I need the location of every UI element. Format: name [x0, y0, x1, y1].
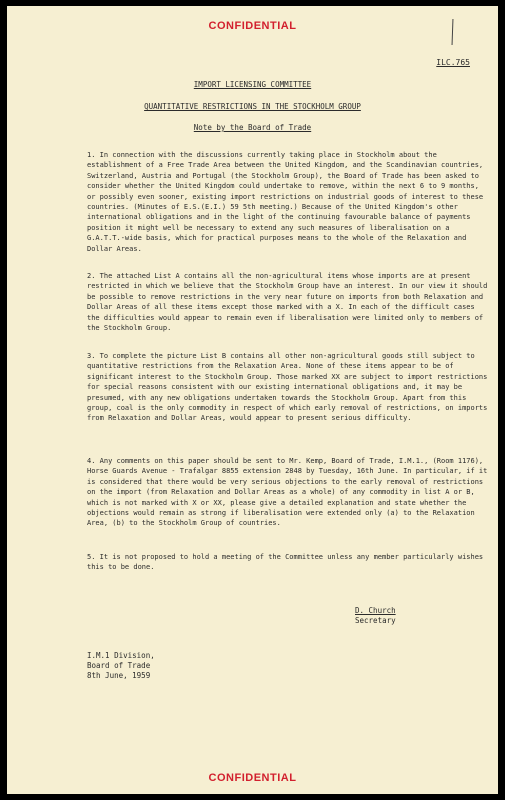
confidential-stamp-bottom: CONFIDENTIAL — [208, 772, 297, 784]
document-date: 8th June, 1959 — [87, 671, 151, 680]
signatory-name: D. Church — [355, 606, 396, 615]
paragraph-1: 1. In connection with the discussions currently taking place in Stockholm about the establishment of a Free Trade Area between the United Kingdom, and the Scandinavian countries, Switzerland, Austria and Portugal (the Stockholm Group), the Board of Trade has been asked to consider whether the United Kingdom could undertake to remove, within the next 6 to 9 months, or possibly even sooner, existing import restrictions on industrial goods of interest to these countries. (Minutes of E.S.(E.I.) 59 5th meeting.) Because of the United Kingdom's other international obligations and in the light of the continuing favourable balance of payments position it might well be necessary to extend any such measures of liberalisation on a G.A.T.T.-wide basis, which for practical purposes means to the whole of the Relaxation and Dollar Areas. — [87, 151, 484, 253]
address-line-department: Board of Trade — [87, 661, 151, 670]
paragraph-5: 5. It is not proposed to hold a meeting of the Committee unless any member particularly wishes this to be done. — [87, 553, 484, 572]
subject-heading: QUANTITATIVE RESTRICTIONS IN THE STOCKHOLM GROUP — [144, 102, 361, 111]
address-block — [87, 651, 155, 681]
confidential-stamp-top: CONFIDENTIAL — [208, 20, 297, 32]
committee-heading: IMPORT LICENSING COMMITTEE — [193, 80, 312, 89]
paragraph-2: 2. The attached List A contains all the non-agricultural items whose imports are at present restricted in which we believe that the Stockholm Group have an interest. In our view it should be possible to remove restrictions in the very near future on imports from both Relaxation and Dollar Areas of all these items except those marked with a X. In each of the difficult cases the difficulties would appear to remain even if liberalisation were limited only to members of the Stockholm Group. — [87, 272, 488, 333]
address-line-division: I.M.1 Division, — [87, 651, 155, 660]
paragraph-4: 4. Any comments on this paper should be sent to Mr. Kemp, Board of Trade, I.M.1., (Room 1176), Horse Guards Avenue - Trafalgar 8855 extension 2848 by Tuesday, 16th June. In particular, if it is considered that there would be very serious objections to the early removal of restrictions on the import (from Relaxation and Dollar Areas as a whole) of any commodity in list A or B, which is not marked with X or XX, please give a detailed explanation and state whether the objections would remain as strong if liberalisation were extended only (a) to the Relaxation Area, (b) to the Stockholm Group of countries. — [87, 457, 488, 528]
signatory-title: Secretary — [355, 616, 396, 625]
pencil-mark — [452, 19, 454, 45]
document-page — [7, 6, 498, 794]
document-reference: ILC.765 — [436, 58, 470, 67]
note-heading: Note by the Board of Trade — [193, 123, 312, 132]
paragraph-3: 3. To complete the picture List B contains all other non-agricultural goods still subject to quantitative restrictions from the Relaxation Area. None of these items appear to be of significant interest to the Stockholm Group. Those marked XX are subject to import restrictions for special reasons consistent with our existing international obligations and, it may be presumed, with any new obligations undertaken towards the Stockholm Group. Apart from this group, coal is the only commodity in respect of which early removal of restrictions, on imports from Relaxation and Dollar Areas, would appear to present serious difficulty. — [87, 352, 488, 423]
